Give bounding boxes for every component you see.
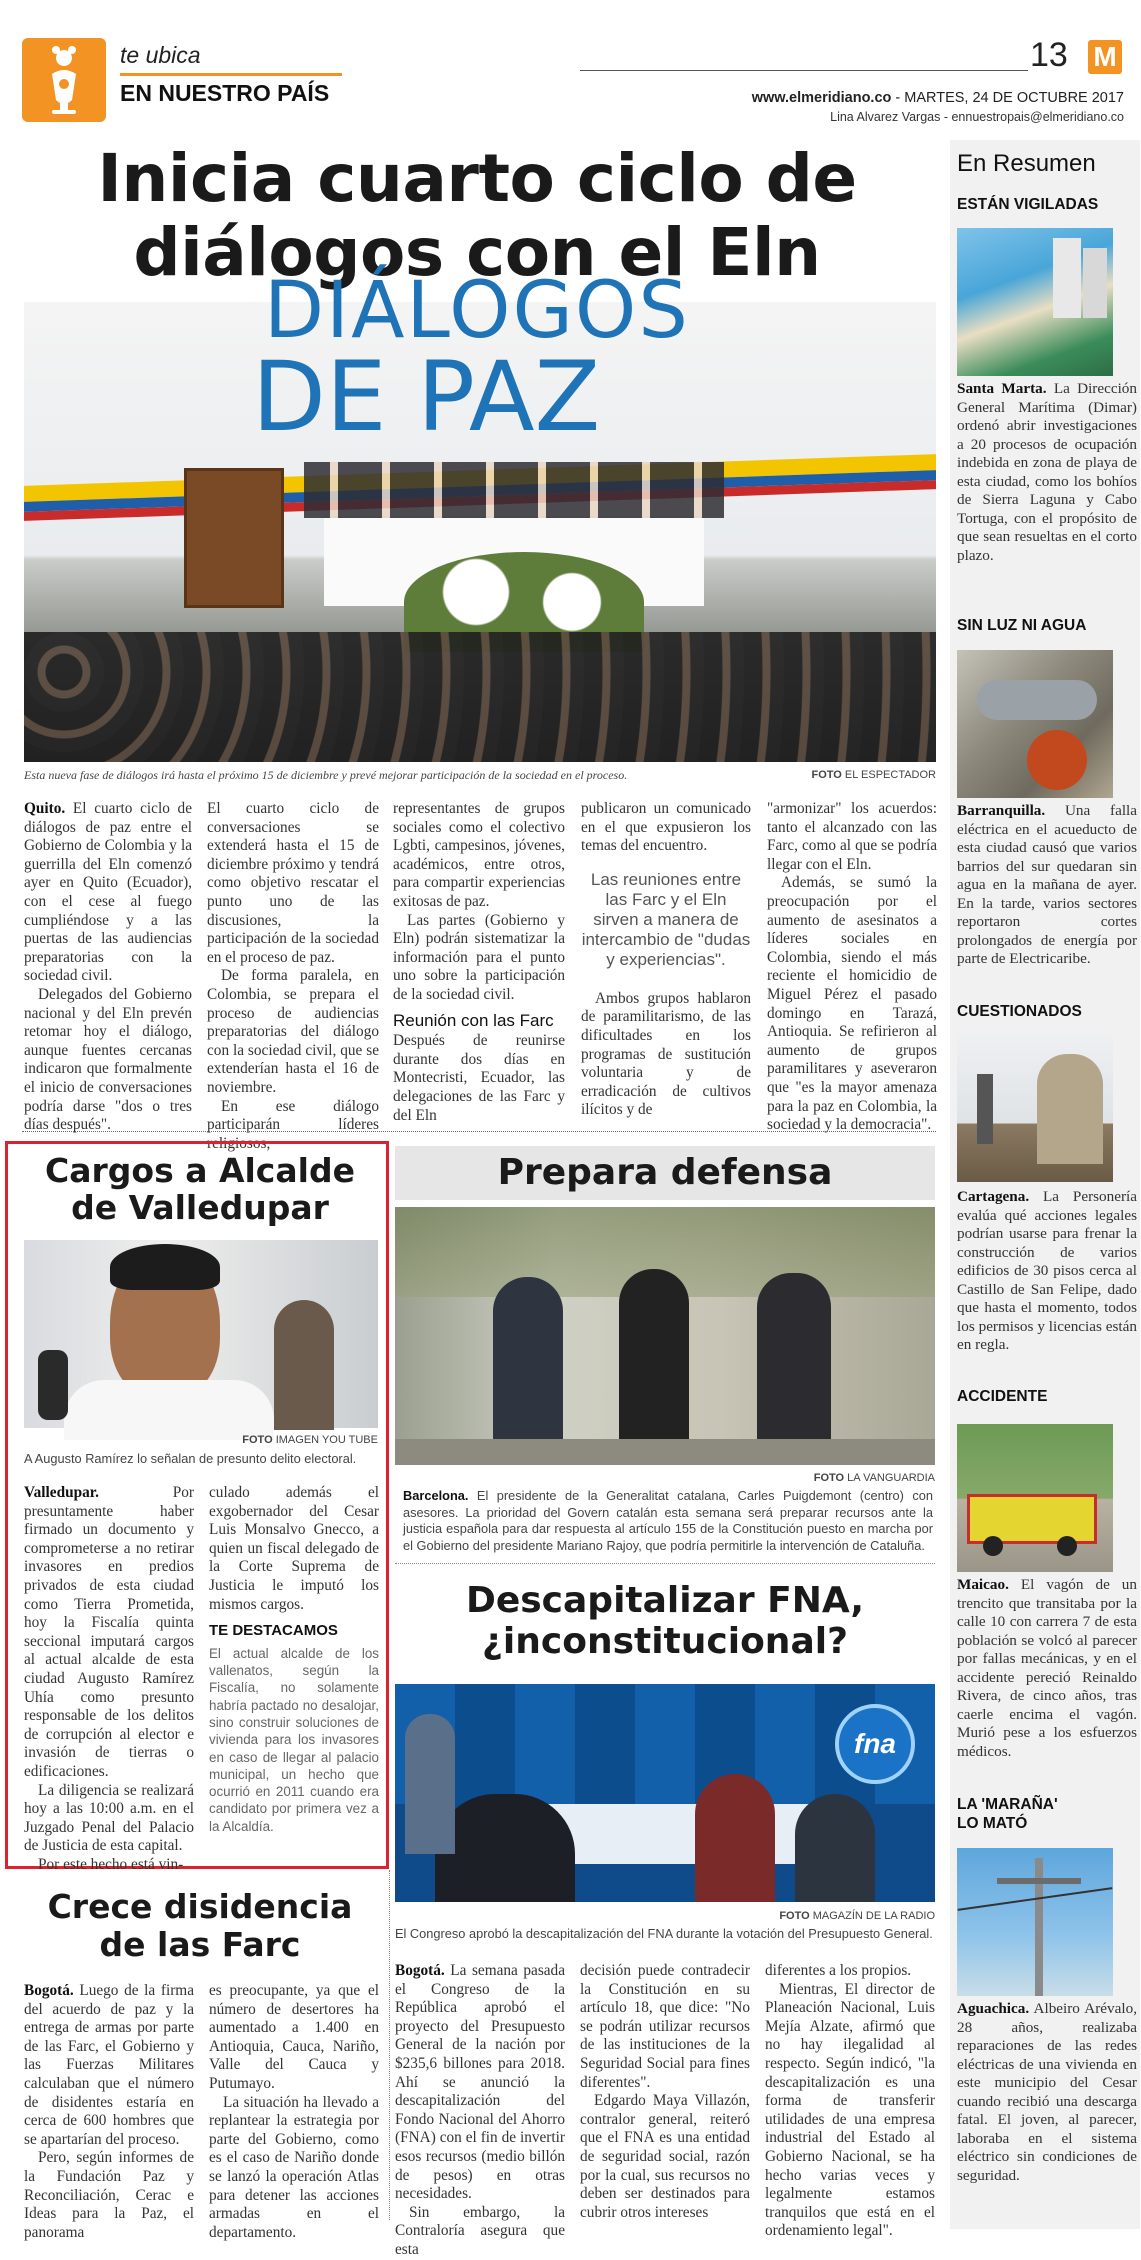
tower (1083, 248, 1107, 318)
valledupar-headline-line1: Cargos a Alcalde (45, 1151, 355, 1190)
fna-headline-line1: Descapitalizar FNA, (465, 1580, 865, 1621)
mayor-shirt (64, 1380, 274, 1440)
main-col-5 (767, 800, 937, 1135)
valledupar-photo-credit (140, 1434, 378, 1446)
header-dateline (680, 90, 1124, 106)
train-wheel (1057, 1536, 1077, 1556)
dateline: Quito. (24, 800, 66, 817)
castle (1037, 1054, 1103, 1164)
dateline: Bogotá. (24, 1982, 74, 1999)
paragraph: Por este hecho está vin- (38, 1855, 184, 1873)
dateline: Cartagena. (957, 1188, 1030, 1205)
paper-logo-letter: M (1093, 41, 1117, 72)
caption-text: El presidente de la Generalitat catalana, Carles Puigdemont (centro) con asesores. La prioridad del Govern catalán esta semana será preparar recursos ante la justicia española para dar respuesta al artículo 155 de la Constitución puesto en marcha por el Gobierno del presidente Mariano Rajoy, que podría permitirle la intervención de Cataluña. (403, 1488, 933, 1553)
valledupar-col-1 (24, 1484, 194, 1874)
paragraph: Mientras, El director de Planeación Nacional, Luis Mejía Alzate, afirmó que no hay ilegalidad al respecto. Según indicó, "la descapitalización es una forma de transferir utilidades de una empresa industrial del Estado al Gobierno Nacional, se ha hecho varias veces y legalmente estamos tranquilos que está en el ordenamiento legal". (765, 1980, 935, 2240)
sidebar-item-head-line1: LA 'MARAÑA' (957, 1796, 1058, 1813)
person-front (435, 1794, 575, 1902)
section-divider-2 (395, 1563, 935, 1564)
pipe (977, 680, 1097, 720)
header-rule (580, 70, 1028, 71)
pull-quote: Las reuniones entre las Farc y el Eln sirven a manera de intercambio de "dudas y experiencias". (581, 869, 751, 969)
credit-source: EL ESPECTADOR (844, 769, 936, 781)
paragraph: El vagón de un trencito que transitaba por la calle 10 con carrera 7 de esta población se volcó al parecer por fallas mecánicas, y en el accidente pereció Reinaldo Rivera, de cinco años, tras caerle encima el vagón. Murió pese a los esfuerzos médicos. (957, 1576, 1137, 1760)
banner-text (252, 266, 690, 453)
credit-label: FOTO (779, 1910, 810, 1922)
person-left (493, 1277, 563, 1465)
defensa-caption (403, 1488, 933, 1554)
dateline: Santa Marta. (957, 380, 1047, 397)
defensa-headline: Prepara defensa (497, 1152, 833, 1193)
sidebar-item-head: SIN LUZ NI AGUA (957, 617, 1087, 634)
dateline: Maicao. (957, 1576, 1009, 1593)
main-photo-caption: Esta nueva fase de diálogos irá hasta el próximo 15 de diciembre y prevé mejorar participación de la sociedad en el proceso. (24, 768, 628, 782)
sidebar-title: En Resumen (957, 150, 1096, 177)
paragraph: La Personería evalúa qué acciones legales podrían usarse para frenar la construcción de varios edificios de 30 pisos cerca al Castillo de San Felipe, dado que hasta el momento, todos los permisos y licencias están en regla. (957, 1188, 1137, 1353)
credit-source: MAGAZÍN DE LA RADIO (812, 1910, 935, 1922)
microphone (38, 1350, 68, 1420)
podium (184, 468, 284, 608)
paragraph: Ambos grupos hablaron de paramilitarismo, de las dificultades en los programas de sustitución voluntaria y de erradicación de cultivos ilícitos y de (581, 989, 751, 1119)
credit-source: LA VANGUARDIA (847, 1472, 935, 1484)
sidebar-photo-aguachica (957, 1848, 1113, 1996)
main-headline-line1: Inicia cuarto ciclo de (97, 140, 857, 217)
paragraph: Por presuntamente haber firmado un documento y comprometerse a no retirar invasores en predios privados de esta ciudad como Tierra Prometida, hoy la Fiscalía quinta seccional imputará cargos al actual alcalde de esta ciudad Augusto Ramírez Uhía como presunto responsable de los delitos de corrupción al elector e invasión de tierras o edificaciones. (24, 1484, 194, 1780)
sidebar-item-head: CUESTIONADOS (957, 1003, 1082, 1020)
audience (24, 632, 936, 762)
sidebar-item-head-line2: LO MATÓ (957, 1815, 1028, 1832)
sidebar-item-text (957, 2000, 1137, 2185)
person-right (757, 1273, 831, 1465)
sidebar-photo-cartagena (957, 1034, 1113, 1182)
paragraph: Pero, según informes de la Fundación Paz y Reconciliación, Cerac e Ideas para la Paz, el panorama (24, 2149, 194, 2241)
main-photo (24, 266, 936, 762)
person-right (795, 1794, 875, 1902)
paragraph: En ese diálogo participarán líderes religiosos, (207, 1097, 379, 1152)
tower (1053, 238, 1081, 318)
dateline: Aguachica. (957, 2000, 1030, 2017)
main-photo-credit (700, 769, 936, 781)
paragraph: es preocupante, ya que el número de desertores ha aumentado a 1.400 en Antioquia, Cauca, Nariño, Valle del Cauca y Putumayo. (209, 1982, 379, 2092)
highlights-heading: TE DESTACAMOS (209, 1622, 338, 1640)
fna-col-3 (765, 1962, 935, 2241)
banner-line2: DE PAZ (252, 341, 601, 453)
paragraph: Albeiro Arévalo, 28 años, realizaba reparaciones de las redes eléctricas de una vivienda en este municipio del Cesar cuando recibió una descarga fatal. El joven, al parecer, laboraba en el sistema eléctrico sin condiciones de seguridad. (957, 2000, 1137, 2184)
farc-headline-line1: Crece disidencia (47, 1887, 353, 1926)
building (977, 1074, 993, 1144)
sidebar-photo-maicao (957, 1424, 1113, 1572)
fna-logo (835, 1704, 915, 1784)
paragraph: Las partes (Gobierno y Eln) podrán sistematizar la información para el punto uno sobre la participación de la sociedad civil. (393, 911, 565, 1003)
main-col-4 (581, 800, 751, 1120)
sidebar-item-text (957, 380, 1137, 565)
paragraph: decisión puede contradecir la Constitución en su artículo 18, que dice: "No se podrán utilizar recursos de las instituciones de la Seguridad Social para fines diferentes". (580, 1962, 750, 2091)
ground (395, 1439, 935, 1465)
paragraph: representantes de grupos sociales como el colectivo Lgbti, campesinos, jóvenes, académicos, entre otros, para compartir experiencias exitosas de paz. (393, 800, 565, 910)
fna-col-2 (580, 1962, 750, 2222)
paragraph: El cuarto ciclo de diálogos de paz entre el Gobierno de Colombia y la guerrilla del Eln comenzó ayer en Quito (Ecuador), con el cese al fuego cumpliéndose y a las puertas de las audiencias preparatorias con la sociedad civil. (24, 800, 192, 985)
paragraph: diferentes a los propios. (765, 1962, 912, 1979)
paragraph: El cuarto ciclo de conversaciones se extenderá hasta el 15 de diciembre próximo y tendrá como objetivo rescatar el punto uno de las discusiones, la participación de la sociedad en el proceso de paz. (207, 800, 379, 966)
banner-line1: DIÁLOGOS (264, 266, 690, 356)
paragraph: De forma paralela, en Colombia, se prepara el proceso de audiencias preparatorias del diálogo con la sociedad civil, que se extenderían hasta el 16 de noviembre. (207, 967, 379, 1096)
sidebar-photo-santa-marta (957, 228, 1113, 376)
valledupar-col-2 (209, 1484, 379, 1835)
paragraph: Sin embargo, la Contraloría asegura que esta (395, 2203, 565, 2258)
paragraph: Delegados del Gobierno nacional y del Eln prevén retomar hoy el diálogo, aunque fuentes cercanas indicaron que formalmente el inicio de conversaciones podría darse "dos o tres días después". (24, 985, 192, 1134)
section-divider (22, 1131, 936, 1132)
valledupar-headline (22, 1152, 378, 1226)
fna-photo-credit (650, 1910, 935, 1922)
mayor-hair (110, 1244, 220, 1290)
paragraph: Luego de la firma del acuerdo de paz y la entrega de armas por parte de las Farc, el Gobierno y las Fuerzas Militares calculaban que el número de disidentes estaría en cerca de 600 hombres que se apartarían del proceso. (24, 1982, 194, 2148)
sidebar-item-text (957, 1188, 1137, 1355)
defensa-photo (395, 1207, 935, 1465)
sidebar-item-head (957, 1795, 1058, 1833)
person-woman (695, 1774, 775, 1902)
main-col-1 (24, 800, 192, 1135)
paragraph: publicaron un comunicado en el que expusieron los temas del encuentro. (581, 800, 751, 855)
valledupar-photo (24, 1240, 378, 1428)
paragraph: Después de reunirse durante dos días en Montecristi, Ecuador, las delegaciones de las Farc y del Eln (393, 1032, 565, 1124)
paragraph: culado además el exgobernador del Cesar Luis Monsalvo Gnecco, a quien un fiscal delegado de la Corte Suprema de Justicia le imputó los mismos cargos. (209, 1484, 379, 1613)
bystander (274, 1300, 334, 1430)
section-label-bottom: EN NUESTRO PAÍS (120, 80, 330, 106)
fna-headline-line2: ¿inconstitucional? (482, 1621, 848, 1662)
valledupar-headline-line2: de Valledupar (71, 1188, 329, 1227)
paragraph: "armonizar" los acuerdos: tanto el alcanzado con las Farc, como al que se podría llegar con el Eln. (767, 800, 937, 873)
credit-label: FOTO (811, 769, 842, 781)
sidebar-item-head: ESTÁN VIGILADAS (957, 196, 1099, 213)
main-col-2 (207, 800, 379, 1153)
paragraph: Una falla eléctrica en el acueducto de esta ciudad causó que varios barrios del sur quedaran sin agua en la mañana de ayer. En la tarde, varios sectores reportaron cortes prolongados de energía por parte de Electricaribe. (957, 802, 1137, 967)
fna-logo-text: fna (854, 1728, 896, 1759)
main-col-3 (393, 800, 565, 1125)
highlights-text: El actual alcalde de los vallenatos, según la Fiscalía, no solamente habría pactado no desalojar, sino construir soluciones de vivienda para los invasores en caso de llegar al palacio municipal, un hecho que ocurrió en 2011 cuando era candidato por primera vez a la Alcaldía. (209, 1645, 379, 1834)
fna-headline (395, 1580, 935, 1662)
cross-arm (997, 1878, 1081, 1884)
farc-col-2 (209, 1982, 379, 2242)
mascot-icon (22, 38, 106, 122)
fna-col-1 (395, 1962, 565, 2260)
section-label-top: te ubica (120, 42, 201, 68)
section-rule (120, 73, 342, 76)
credit-label: FOTO (242, 1434, 273, 1446)
dateline: Barranquilla. (957, 802, 1046, 819)
dateline: Bogotá. (395, 1962, 445, 1979)
person-left (405, 1714, 455, 1854)
dateline: Barcelona. (403, 1488, 469, 1503)
paragraph: La Dirección General Marítima (Dimar) ordenó abrir investigaciones a 20 procesos de ocupación indebida en zona de playa de esta ciudad, como los bohíos de Sierra Laguna y Cabo Tortuga, con el propósito de que sean resueltas en el corto plazo. (957, 380, 1137, 564)
train-wheel (983, 1536, 1003, 1556)
issue-date: - MARTES, 24 DE OCTUBRE 2017 (891, 90, 1124, 106)
sidebar-photo-barranquilla (957, 650, 1113, 798)
person-center (619, 1269, 689, 1465)
main-headline-line2: diálogos con el Eln (133, 214, 821, 291)
paragraph: Además, se sumó la preocupación por el aumento de asesinatos a líderes sociales en Colombia, siendo el más reciente el homicidio de Miguel Pérez el pasado domingo en Tarazá, Antioquia. Se refirieron al aumento de grupos paramilitares y aseveraron que "es la mayor amenaza para la paz en Colombia, la sociedad y la democracia". (767, 874, 937, 1134)
farc-headline-line2: de las Farc (99, 1925, 301, 1964)
sidebar-item-text (957, 1576, 1137, 1761)
farc-headline (22, 1888, 378, 1964)
delegates-row (304, 462, 724, 518)
fna-photo (395, 1684, 935, 1902)
paper-logo (1088, 40, 1122, 74)
paragraph: Edgardo Maya Villazón, contralor general, reiteró que el FNA es una entidad de seguridad social, razón por la cual, sus recursos no deben ser destinados para cubrir otros intereses (580, 2092, 750, 2221)
paragraph: La semana pasada el Congreso de la República aprobó el proyecto del Presupuesto General de la nación por $235,6 billones para 2018. Ahí se anunció la descapitalización del Fondo Nacional del Ahorro (FNA) con el fin de invertir esos recursos (medio billón de pesos) en otras necesidades. (395, 1962, 565, 2203)
credit-label: FOTO (813, 1472, 845, 1484)
sidebar-item-text (957, 802, 1137, 969)
fna-caption: El Congreso aprobó la descapitalización del FNA durante la votación del Presupuesto General. (395, 1926, 933, 1941)
dateline: Valledupar. (24, 1484, 99, 1501)
sidebar-item-head: ACCIDENTE (957, 1388, 1048, 1405)
section-logo (22, 38, 106, 122)
valledupar-caption: A Augusto Ramírez lo señalan de presunto delito electoral. (24, 1451, 357, 1466)
subhead: Reunión con las Farc (393, 1010, 554, 1030)
workers (1027, 730, 1087, 790)
defensa-photo-credit (700, 1472, 935, 1484)
vertical-divider (389, 1870, 390, 2220)
page-number: 13 (1030, 36, 1068, 74)
site-url[interactable]: www.elmeridiano.co (751, 90, 892, 106)
paragraph: La situación ha llevado a replantear la estrategia por parte del Gobierno, como es el caso de Nariño donde se lanzó la operación Atlas para detener las acciones armadas en el departamento. (209, 2093, 379, 2241)
farc-col-1 (24, 1982, 194, 2242)
byline: Lina Alvarez Vargas - ennuestropais@elmeridiano.co (830, 110, 1124, 124)
train-car (967, 1494, 1097, 1544)
credit-source: IMAGEN YOU TUBE (275, 1434, 378, 1446)
paragraph: La diligencia se realizará hoy a las 10:00 a.m. en el Juzgado Penal del Palacio de Justicia de esta capital. (24, 1781, 194, 1855)
